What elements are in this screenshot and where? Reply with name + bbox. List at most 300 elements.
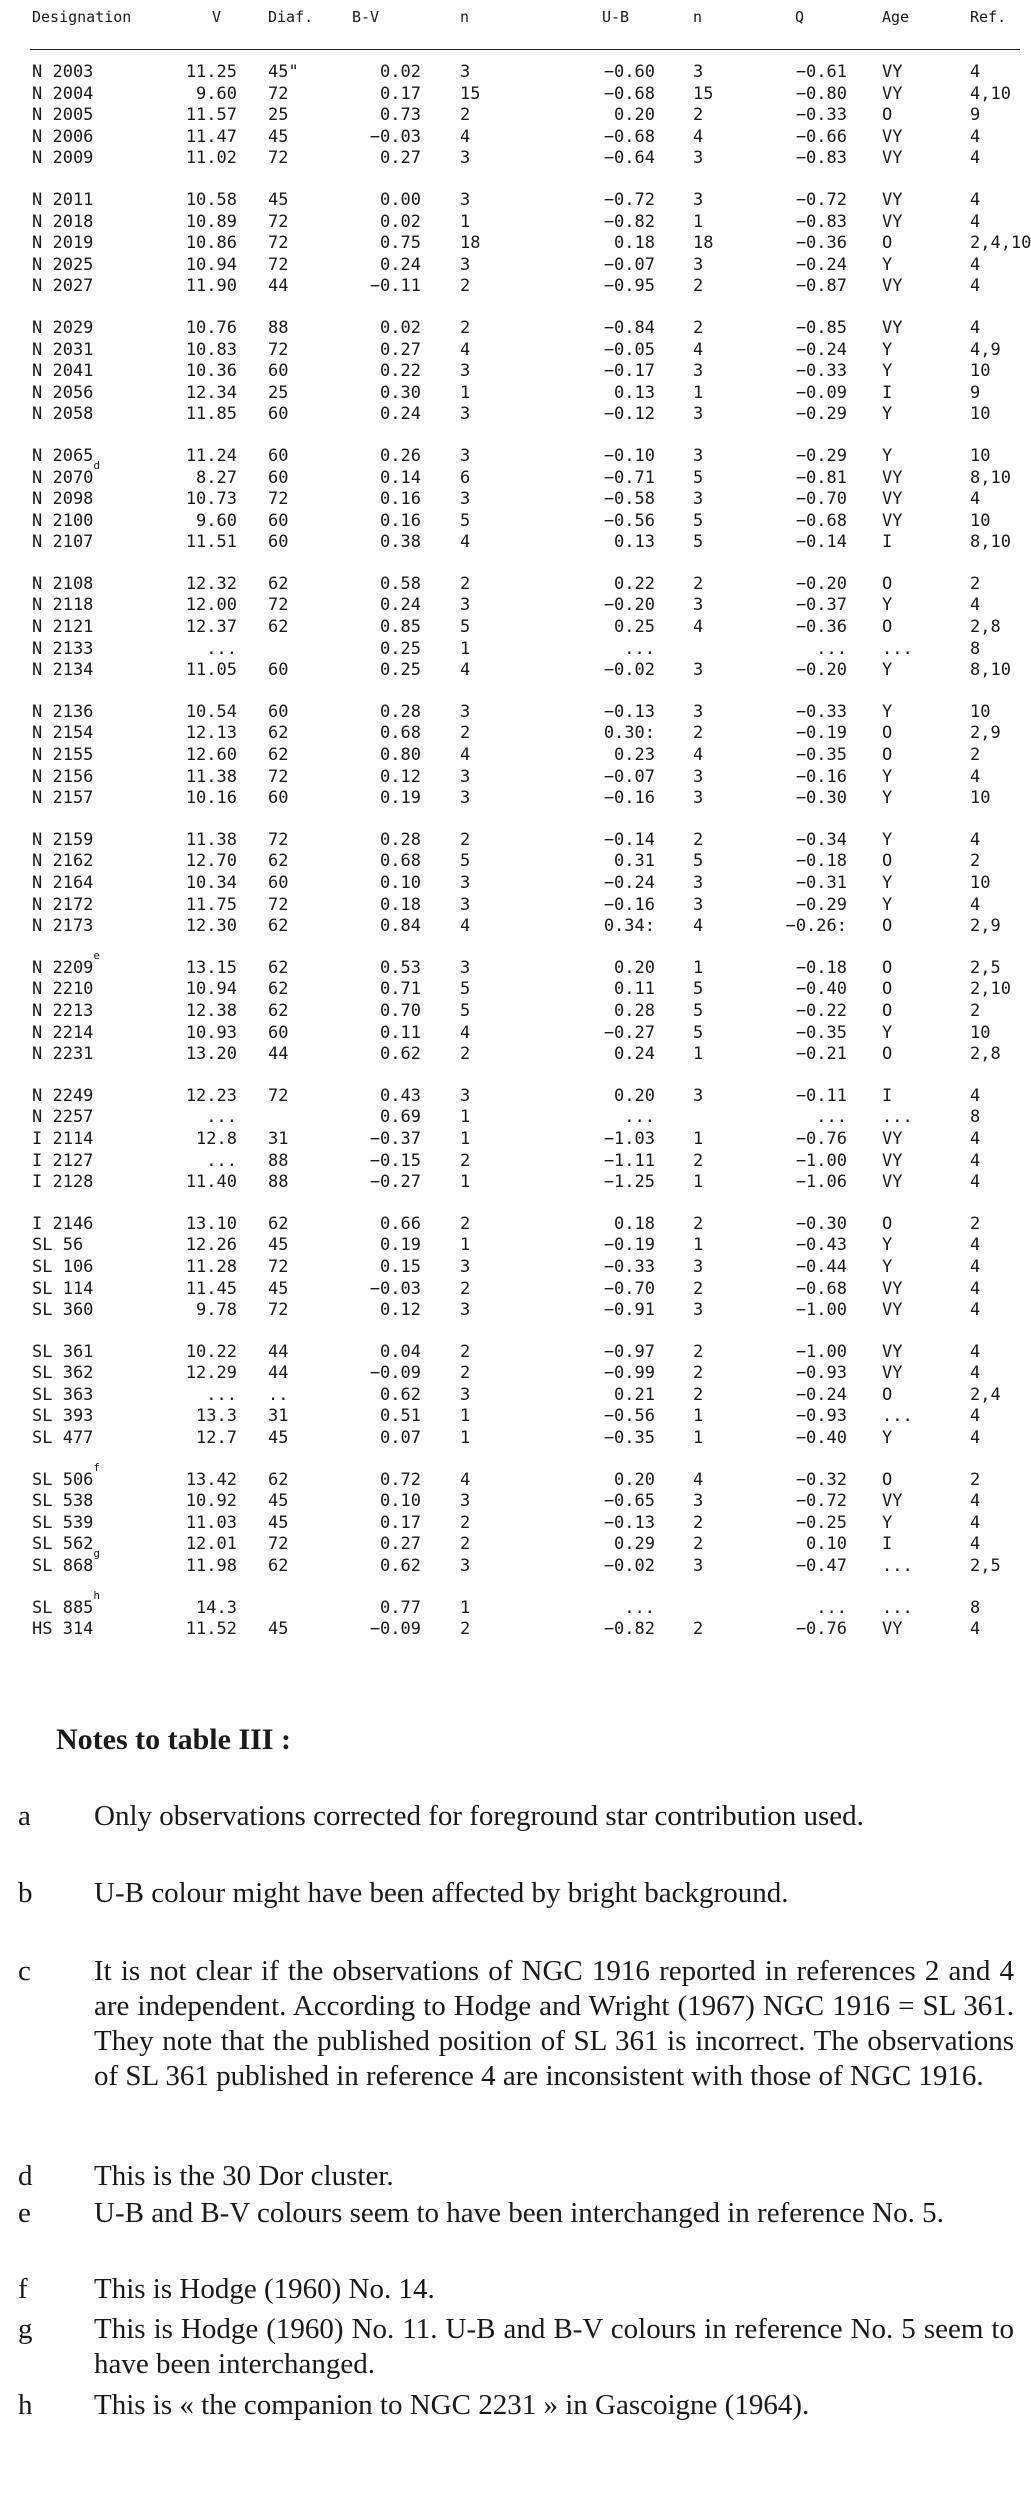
table-row: [30, 1214, 1020, 1236]
cell-u-b: −0.16: [603, 894, 655, 915]
cell-designation: SL 56: [32, 1235, 84, 1256]
note-label: d: [18, 2160, 33, 2192]
cell-designation: N 2164: [32, 873, 94, 893]
cell-b-v: −0.27: [369, 1172, 421, 1193]
cell-ref: 8,10: [970, 532, 1011, 553]
cell-diameter: 72: [268, 83, 289, 104]
cell-designation: N 2231: [32, 1044, 94, 1065]
cell-b-v: 0.22: [380, 361, 421, 382]
cell-u-b: −0.64: [603, 148, 655, 169]
table-row: [30, 1279, 1020, 1301]
cell-designation: N 2005: [32, 105, 94, 126]
row-group: [30, 189, 1031, 298]
cell-q-index: −0.72: [795, 1491, 847, 1512]
cell-designation: SL 361: [32, 1341, 94, 1362]
table-row: [30, 1257, 1020, 1279]
cell-b-v: 0.19: [380, 788, 421, 809]
cell-q-index: −0.18: [795, 957, 847, 978]
cell-age: VY: [882, 489, 903, 510]
cell-n-bv: 1: [460, 1235, 471, 1256]
cell-designation: N 2070$^d$: [32, 458, 101, 488]
cell-n-ub: 3: [693, 189, 704, 210]
cell-n-ub: 18: [693, 233, 714, 254]
cell-n-bv: 2: [460, 1044, 471, 1065]
cell-designation: SL 363: [32, 1384, 94, 1405]
cell-ref: 2,10: [970, 979, 1011, 1000]
cell-q-index: −0.36: [795, 233, 847, 254]
cell-v-mag: 10.94: [185, 979, 237, 1000]
cell-v-mag: 11.98: [185, 1556, 237, 1577]
cell-n-bv: 4: [460, 660, 471, 681]
cell-age: VY: [882, 1128, 903, 1149]
cell-q-index: −0.93: [795, 1363, 847, 1384]
cell-n-bv: 3: [460, 1256, 471, 1277]
footnote-marker: h: [93, 1588, 101, 1602]
table-row: [30, 1151, 1020, 1173]
table-row: [30, 948, 1020, 980]
cell-ref: 2,4: [970, 1384, 1001, 1405]
cell-n-ub: 5: [693, 467, 704, 488]
table-row: [30, 979, 1020, 1001]
cell-n-bv: 2: [460, 573, 471, 594]
header-rule: [30, 49, 1020, 50]
cell-u-b: 0.20: [614, 957, 655, 978]
cell-diameter: 62: [268, 1469, 289, 1490]
cell-designation: N 2065: [32, 445, 94, 466]
cell-n-ub: 2: [693, 1619, 704, 1640]
cell-b-v: 0.73: [380, 105, 421, 126]
cell-ref: 4: [970, 126, 981, 147]
cell-age: O: [882, 723, 893, 744]
cell-n-ub: 3: [693, 701, 704, 722]
table-row: [30, 1460, 1020, 1492]
cell-designation: N 2058: [32, 404, 94, 425]
table-row: [30, 404, 1020, 426]
cell-designation: N 2041: [32, 361, 94, 382]
cell-q-index: −0.44: [795, 1256, 847, 1277]
table-row: [30, 361, 1020, 383]
table-row: [30, 639, 1020, 661]
cell-age: Y: [882, 1512, 893, 1533]
cell-age: Y: [882, 788, 893, 809]
cell-age: VY: [882, 1363, 903, 1384]
cell-designation: N 2118: [32, 595, 94, 616]
table-row: [30, 105, 1020, 127]
cell-q-index: −0.20: [795, 660, 847, 681]
cell-age: O: [882, 105, 893, 126]
cell-n-bv: 3: [460, 701, 471, 722]
cell-designation: SL 562: [32, 1534, 94, 1555]
cell-u-b: 0.18: [614, 1213, 655, 1234]
cell-u-b: 0.28: [614, 1000, 655, 1021]
cell-n-bv: 2: [460, 276, 471, 297]
cell-u-b: −0.68: [603, 126, 655, 147]
cell-diameter: 62: [268, 745, 289, 766]
cell-u-b: 0.20: [614, 1469, 655, 1490]
cell-diameter: 72: [268, 1085, 289, 1106]
cell-b-v: 0.43: [380, 1085, 421, 1106]
cell-v-mag: 11.51: [185, 532, 237, 553]
cell-v-mag: 10.93: [185, 1022, 237, 1043]
cell-age: O: [882, 851, 893, 872]
cell-n-bv: 4: [460, 745, 471, 766]
cell-ref: 4: [970, 1428, 981, 1449]
table-row: [30, 916, 1020, 938]
cell-age: Y: [882, 873, 893, 893]
cell-q-index: −0.93: [795, 1406, 847, 1427]
cell-v-mag: 14.3: [196, 1597, 237, 1618]
cell-n-ub: 3: [693, 404, 704, 425]
cell-age: Y: [882, 254, 893, 275]
cell-n-bv: 5: [460, 979, 471, 1000]
cell-q-index: −0.43: [795, 1235, 847, 1256]
cell-u-b: 0.34:: [603, 916, 655, 937]
cell-u-b: ...: [624, 638, 655, 659]
cell-v-mag: 11.38: [185, 829, 237, 850]
cell-q-index: −0.09: [795, 382, 847, 403]
cell-q-index: −0.33: [795, 105, 847, 126]
cell-b-v: 0.85: [380, 617, 421, 638]
cell-q-index: −0.19: [795, 723, 847, 744]
cell-diameter: 60: [268, 361, 289, 382]
cell-v-mag: 12.8: [196, 1128, 237, 1149]
cell-diameter: 62: [268, 916, 289, 937]
cell-u-b: 0.13: [614, 382, 655, 403]
cell-b-v: 0.38: [380, 532, 421, 553]
cell-age: VY: [882, 126, 903, 147]
cell-ref: 4: [970, 254, 981, 275]
cell-age: ...: [882, 1556, 913, 1577]
cell-n-ub: 2: [693, 1278, 704, 1299]
cell-v-mag: 11.03: [185, 1512, 237, 1533]
cell-v-mag: 10.94: [185, 254, 237, 275]
cell-q-index: −0.68: [795, 510, 847, 531]
cell-q-index: −0.37: [795, 595, 847, 616]
cell-u-b: −0.95: [603, 276, 655, 297]
cell-designation: I 2114: [32, 1128, 94, 1149]
cell-u-b: −0.05: [603, 339, 655, 360]
cell-diameter: 62: [268, 617, 289, 638]
note-label: c: [18, 1955, 31, 1987]
row-group: [30, 1342, 1020, 1450]
cell-age: Y: [882, 404, 893, 425]
cell-u-b: −0.19: [603, 1235, 655, 1256]
table-row: [30, 830, 1020, 852]
cell-q-index: −0.34: [795, 829, 847, 850]
cell-n-ub: 2: [693, 317, 704, 338]
cell-ref: 10: [970, 404, 991, 425]
cell-ref: 10: [970, 361, 991, 382]
cell-n-bv: 3: [460, 404, 471, 425]
table-row: [30, 1044, 1020, 1066]
note-label: f: [18, 2273, 28, 2305]
header-q: Q: [795, 8, 805, 26]
cell-n-bv: 18: [460, 233, 481, 254]
cell-designation: N 2100: [32, 510, 94, 531]
cell-q-index: −0.31: [795, 873, 847, 893]
table-row: [30, 1001, 1020, 1023]
cell-ref: 4,10: [970, 83, 1011, 104]
cell-q-index: −0.24: [795, 1384, 847, 1405]
cell-diameter: 72: [268, 1256, 289, 1277]
cell-q-index: −0.21: [795, 1044, 847, 1065]
cell-ref: 2: [970, 745, 981, 766]
cell-age: VY: [882, 510, 903, 531]
cell-diameter: 25: [268, 105, 289, 126]
cell-q-index: 0.10: [806, 1534, 847, 1555]
cell-v-mag: 12.29: [185, 1363, 237, 1384]
cell-n-bv: 2: [460, 1150, 471, 1171]
cell-v-mag: 10.22: [185, 1341, 237, 1362]
cell-ref: 2: [970, 1000, 981, 1021]
row-group: [30, 318, 1020, 426]
cell-designation: SL 393: [32, 1406, 94, 1427]
row-group: [30, 1460, 1020, 1578]
cell-n-bv: 5: [460, 617, 471, 638]
cell-q-index: −0.76: [795, 1619, 847, 1640]
table-row: [30, 340, 1020, 362]
cell-n-ub: 2: [693, 1150, 704, 1171]
cell-age: O: [882, 1044, 893, 1065]
cell-age: Y: [882, 829, 893, 850]
table-row: [30, 895, 1020, 917]
cell-age: ...: [882, 1597, 913, 1618]
cell-u-b: −0.91: [603, 1300, 655, 1321]
cell-v-mag: 10.36: [185, 361, 237, 382]
cell-ref: 4: [970, 1406, 981, 1427]
cell-ref: 8: [970, 1107, 981, 1128]
cell-n-bv: 3: [460, 254, 471, 275]
cell-age: VY: [882, 189, 903, 210]
cell-b-v: −0.03: [369, 126, 421, 147]
cell-n-ub: 3: [693, 894, 704, 915]
cell-ref: 4: [970, 1085, 981, 1106]
cell-n-bv: 6: [460, 467, 471, 488]
cell-n-bv: 2: [460, 1278, 471, 1299]
cell-n-bv: 4: [460, 916, 471, 937]
cell-n-ub: 4: [693, 745, 704, 766]
cell-b-v: 0.72: [380, 1469, 421, 1490]
cell-b-v: 0.30: [380, 382, 421, 403]
cell-age: Y: [882, 1428, 893, 1449]
cell-u-b: −0.56: [603, 510, 655, 531]
cell-designation: N 2004: [32, 83, 94, 104]
cell-q-index: −0.70: [795, 489, 847, 510]
cell-u-b: −0.02: [603, 660, 655, 681]
cell-v-mag: 11.02: [185, 148, 237, 169]
cell-designation: N 2173: [32, 916, 94, 937]
cell-n-bv: 1: [460, 382, 471, 403]
cell-age: I: [882, 382, 893, 403]
cell-n-ub: 2: [693, 1512, 704, 1533]
cell-designation: N 2162: [32, 851, 94, 872]
cell-n-ub: 1: [693, 1044, 704, 1065]
table-row: [30, 617, 1020, 639]
cell-designation: N 2025: [32, 254, 94, 275]
cell-age: I: [882, 1085, 893, 1106]
cell-b-v: 0.17: [380, 1512, 421, 1533]
cell-v-mag: 13.10: [185, 1213, 237, 1234]
cell-v-mag: 10.73: [185, 489, 237, 510]
cell-ref: 10: [970, 873, 991, 893]
cell-n-ub: 2: [693, 829, 704, 850]
cell-v-mag: ...: [206, 1384, 237, 1405]
cell-v-mag: 12.7: [196, 1428, 237, 1449]
cell-n-ub: 3: [693, 1085, 704, 1106]
cell-diameter: 60: [268, 660, 289, 681]
cell-designation: HS 314: [32, 1619, 94, 1640]
cell-n-bv: 2: [460, 1619, 471, 1640]
cell-u-b: 0.13: [614, 532, 655, 553]
cell-n-ub: 2: [693, 1363, 704, 1384]
cell-v-mag: 12.37: [185, 617, 237, 638]
cell-n-bv: 3: [460, 595, 471, 616]
cell-n-ub: 3: [693, 1256, 704, 1277]
cell-diameter: 60: [268, 404, 289, 425]
note-label: b: [18, 1877, 33, 1909]
table-row: [30, 1547, 1020, 1578]
cell-ref: 4: [970, 317, 981, 338]
cell-q-index: −0.83: [795, 148, 847, 169]
cell-q-index: −0.83: [795, 211, 847, 232]
cell-v-mag: 10.54: [185, 701, 237, 722]
cell-q-index: −0.29: [795, 894, 847, 915]
cell-v-mag: 9.78: [196, 1300, 237, 1321]
cell-q-index: −0.32: [795, 1469, 847, 1490]
cell-b-v: −0.03: [369, 1278, 421, 1299]
cell-diameter: 88: [268, 1150, 289, 1171]
cell-n-ub: 1: [693, 1406, 704, 1427]
cell-n-bv: 5: [460, 851, 471, 872]
cell-n-ub: 4: [693, 126, 704, 147]
cell-b-v: 0.10: [380, 873, 421, 893]
cell-v-mag: ...: [206, 1107, 237, 1128]
table-row: [30, 1086, 1020, 1108]
cell-q-index: −0.24: [795, 254, 847, 275]
cell-q-index: ...: [816, 638, 847, 659]
cell-ref: 4: [970, 489, 981, 510]
cell-q-index: −0.14: [795, 532, 847, 553]
cell-ref: 4: [970, 595, 981, 616]
table-row: [30, 1363, 1020, 1385]
cell-designation: N 2214: [32, 1022, 94, 1043]
cell-b-v: 0.70: [380, 1000, 421, 1021]
cell-v-mag: 9.60: [196, 510, 237, 531]
cell-u-b: −0.12: [603, 404, 655, 425]
footnote-marker: e: [93, 948, 101, 962]
table-row: [30, 1342, 1020, 1364]
cell-ref: 10: [970, 788, 991, 809]
cell-n-bv: 3: [460, 957, 471, 978]
cell-ref: 4: [970, 1300, 981, 1321]
cell-ref: 4: [970, 1150, 981, 1171]
cell-q-index: −0.35: [795, 1022, 847, 1043]
cell-ref: 4: [970, 148, 981, 169]
cell-n-ub: 3: [693, 595, 704, 616]
cell-ref: 4: [970, 1619, 981, 1640]
cell-diameter: 72: [268, 595, 289, 616]
cell-n-bv: 4: [460, 1022, 471, 1043]
cell-u-b: 0.23: [614, 745, 655, 766]
cell-designation: N 2056: [32, 382, 94, 403]
cell-v-mag: 10.92: [185, 1491, 237, 1512]
cell-b-v: 0.18: [380, 894, 421, 915]
cell-ref: 9: [970, 382, 981, 403]
note-label: h: [18, 2389, 33, 2421]
cell-age: VY: [882, 1491, 903, 1512]
cell-ref: 2,5: [970, 1556, 1001, 1577]
cell-q-index: −0.80: [795, 83, 847, 104]
cell-v-mag: 13.42: [185, 1469, 237, 1490]
cell-diameter: 60: [268, 873, 289, 893]
cell-diameter: 62: [268, 957, 289, 978]
cell-diameter: 60: [268, 701, 289, 722]
cell-q-index: −0.40: [795, 979, 847, 1000]
cell-u-b: −0.84: [603, 317, 655, 338]
cell-diameter: 60: [268, 510, 289, 531]
cell-n-ub: 2: [693, 1534, 704, 1555]
table-row: [30, 511, 1020, 533]
cell-diameter: 45: [268, 1512, 289, 1533]
table-row: [30, 233, 1031, 255]
table-row: [30, 1428, 1020, 1450]
cell-q-index: −0.36: [795, 617, 847, 638]
cell-age: VY: [882, 83, 903, 104]
table-row: [30, 767, 1020, 789]
cell-v-mag: 13.20: [185, 1044, 237, 1065]
cell-u-b: −0.02: [603, 1556, 655, 1577]
cell-v-mag: 10.58: [185, 189, 237, 210]
cell-u-b: −0.13: [603, 1512, 655, 1533]
cell-age: Y: [882, 1022, 893, 1043]
cell-v-mag: 12.00: [185, 595, 237, 616]
cell-ref: 4: [970, 1256, 981, 1277]
cell-u-b: −0.82: [603, 1619, 655, 1640]
cell-age: Y: [882, 660, 893, 681]
cell-diameter: 45: [268, 1619, 289, 1640]
cell-age: Y: [882, 1235, 893, 1256]
cell-n-ub: 1: [693, 1172, 704, 1193]
cell-n-bv: 1: [460, 1597, 471, 1618]
cell-ref: 4: [970, 894, 981, 915]
cell-v-mag: 11.90: [185, 276, 237, 297]
cell-n-ub: 3: [693, 766, 704, 787]
cell-diameter: 44: [268, 1363, 289, 1384]
cell-ref: 2: [970, 851, 981, 872]
cell-b-v: 0.11: [380, 1022, 421, 1043]
table-row: [30, 318, 1020, 340]
cell-q-index: −0.47: [795, 1556, 847, 1577]
table-row: [30, 702, 1020, 724]
cell-q-index: −1.06: [795, 1172, 847, 1193]
cell-ref: 2: [970, 573, 981, 594]
table-row: [30, 148, 1020, 170]
cell-diameter: 60: [268, 445, 289, 466]
cell-designation: N 2098: [32, 489, 94, 510]
cell-diameter: 45: [268, 1491, 289, 1512]
note-text: This is Hodge (1960) No. 14.: [94, 2273, 435, 2305]
footnote-marker: g: [93, 1547, 101, 1561]
cell-diameter: 44: [268, 1341, 289, 1362]
cell-n-ub: 3: [693, 254, 704, 275]
row-group: [30, 574, 1020, 682]
table-row: [30, 1534, 1020, 1556]
header-v: V: [212, 8, 222, 26]
cell-b-v: 0.17: [380, 83, 421, 104]
cell-ref: 2: [970, 1469, 981, 1490]
cell-diameter: 88: [268, 317, 289, 338]
cell-ref: 4: [970, 1278, 981, 1299]
